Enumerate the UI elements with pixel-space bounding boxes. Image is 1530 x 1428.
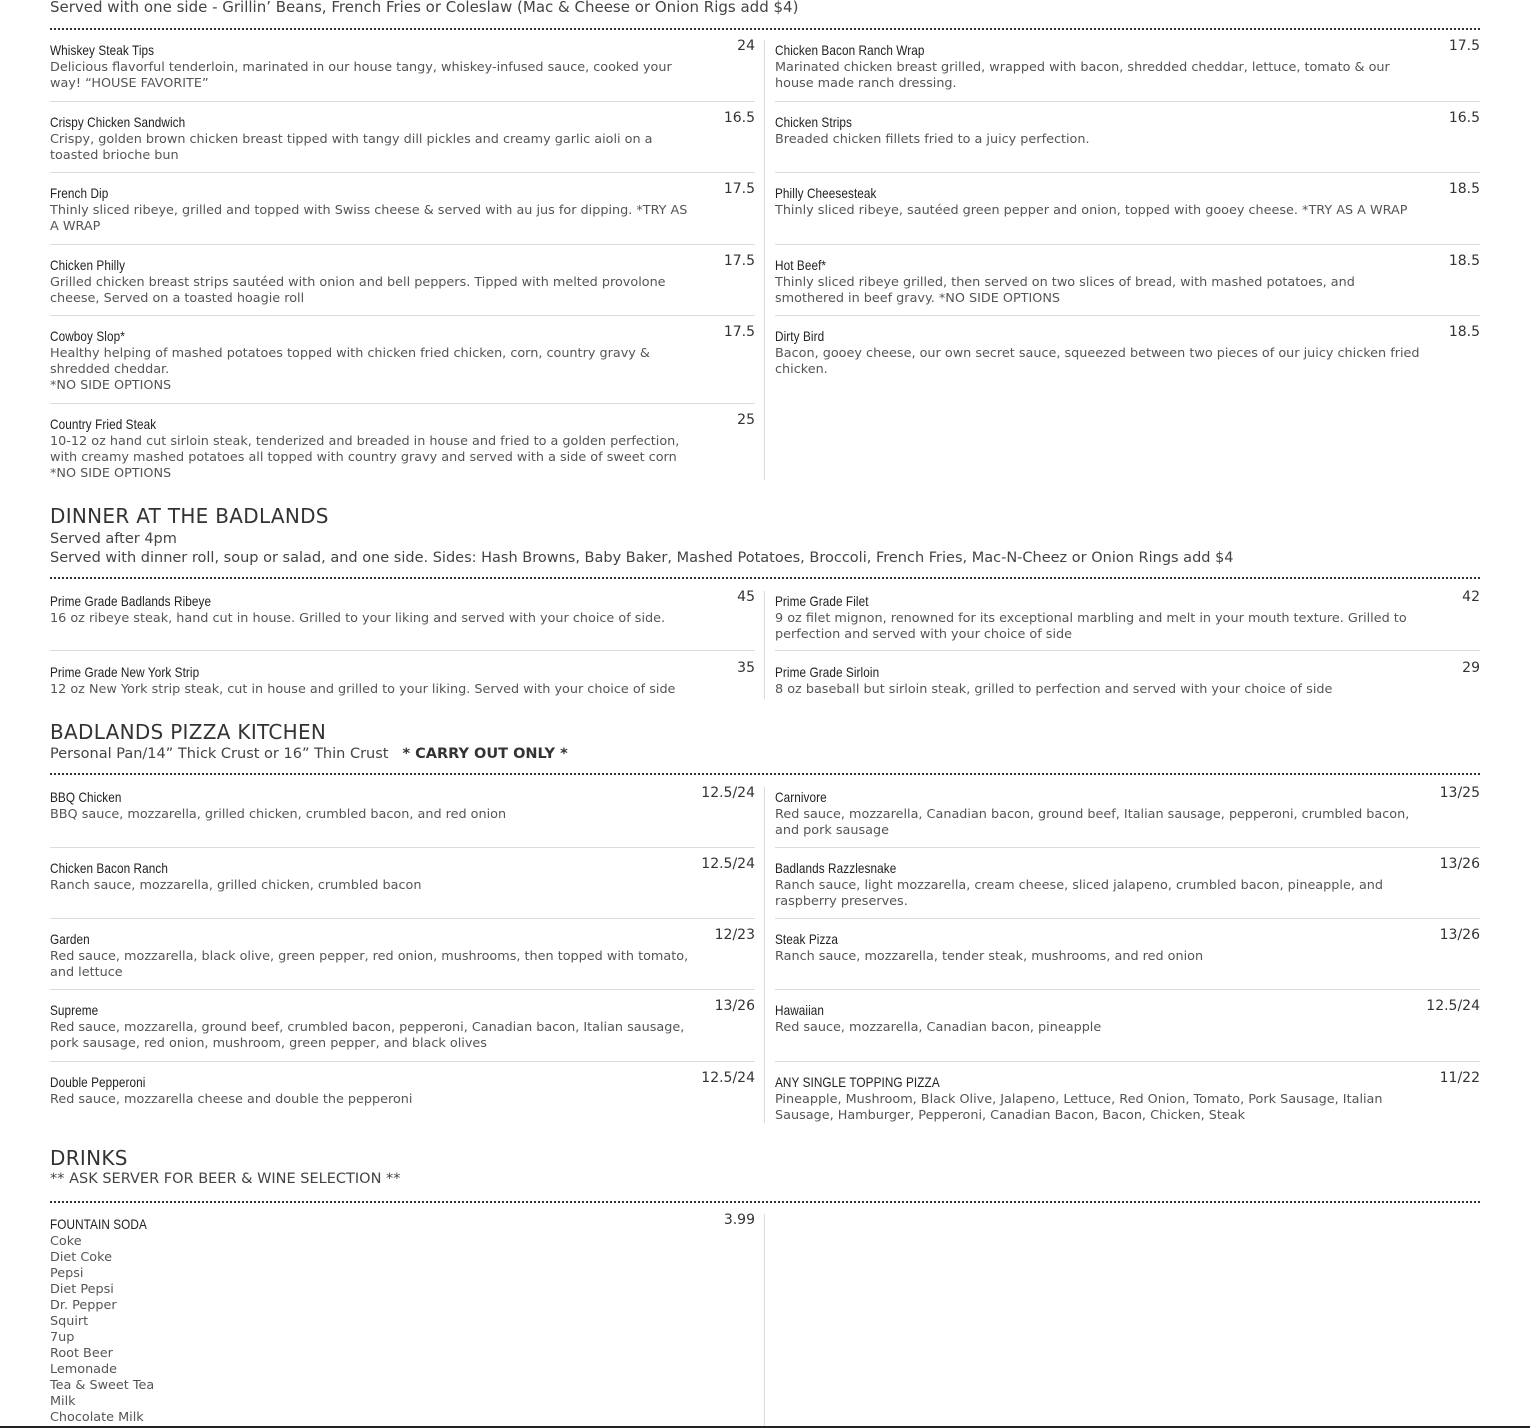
item-price: 18.5 — [1448, 324, 1480, 340]
item-description — [50, 132, 700, 164]
item-price: 16.5 — [723, 110, 755, 126]
item-name: Prime Grade New York Strip — [50, 664, 200, 680]
item-name: Prime Grade Badlands Ribeye — [50, 593, 212, 609]
description-line: Coke — [50, 1234, 82, 1249]
item-description — [775, 807, 1425, 839]
column-divider — [764, 40, 765, 480]
description-line: 7up — [50, 1330, 75, 1345]
item-price: 18.5 — [1448, 181, 1480, 197]
description-line: Grilled chicken breast strips sautéed with onion and bell peppers. Tipped with melted provolone cheese, Served on a toasted hoagie roll — [50, 275, 666, 306]
item-name: Double Pepperoni — [50, 1074, 146, 1090]
item-name: Steak Pizza — [775, 931, 839, 947]
section-subtitle: Served after 4pm — [50, 531, 177, 547]
item-description — [50, 60, 700, 92]
menu-item — [50, 414, 755, 482]
item-description — [775, 1020, 1425, 1036]
item-description — [50, 807, 700, 823]
item-name: Crispy Chicken Sandwich — [50, 114, 186, 130]
item-price: 25 — [737, 412, 755, 428]
item-description — [50, 878, 700, 894]
item-price: 17.5 — [723, 324, 755, 340]
item-separator — [775, 918, 1480, 919]
item-name: Hot Beef* — [775, 257, 827, 273]
menu-item — [50, 255, 755, 307]
item-name: Prime Grade Sirloin — [775, 664, 880, 680]
lunch-items — [50, 40, 1480, 480]
item-description — [50, 949, 700, 981]
item-separator — [50, 172, 755, 173]
description-line: 10-12 oz hand cut sirloin steak, tenderized and breaded in house and fried to a golden perfection, with creamy mashed potatoes all topped with country gravy and served with a side of sweet corn — [50, 434, 680, 465]
drinks-items — [50, 1214, 1480, 1428]
item-price: 12.5/24 — [701, 856, 755, 872]
menu-item — [50, 1072, 755, 1108]
description-line: 12 oz New York strip steak, cut in house and grilled to your liking. Served with your choice of side — [50, 682, 676, 697]
item-price: 13/26 — [1439, 856, 1480, 872]
description-line: Ranch sauce, mozzarella, grilled chicken, crumbled bacon — [50, 878, 422, 893]
item-description — [775, 1092, 1425, 1124]
menu-item — [50, 1000, 755, 1052]
item-description — [50, 1020, 700, 1052]
menu-item — [775, 858, 1480, 910]
section-divider — [50, 773, 1480, 775]
description-line: *NO SIDE OPTIONS — [50, 466, 172, 481]
item-name: Prime Grade Filet — [775, 593, 869, 609]
menu-item — [50, 787, 755, 823]
description-line: Root Beer — [50, 1346, 113, 1361]
menu-item — [50, 326, 755, 394]
item-separator — [50, 989, 755, 990]
item-description — [50, 434, 700, 482]
menu-item — [50, 183, 755, 235]
item-name: Cowboy Slop* — [50, 328, 125, 344]
item-price: 29 — [1462, 660, 1480, 676]
column-divider — [764, 591, 765, 699]
item-separator — [775, 847, 1480, 848]
description-line: Pepsi — [50, 1266, 84, 1281]
description-line: Delicious flavorful tenderloin, marinated in our house tangy, whiskey-infused sauce, cooked your way! “HOUSE FAVORITE” — [50, 60, 672, 91]
description-line: Bacon, gooey cheese, our own secret sauce, squeezed between two pieces of our juicy chicken fried chicken. — [775, 346, 1420, 377]
menu-item — [775, 183, 1480, 219]
description-line: Healthy helping of mashed potatoes topped with chicken fried chicken, corn, country gravy & shredded cheddar. — [50, 346, 650, 377]
menu-item — [50, 40, 755, 92]
item-price: 12.5/24 — [1426, 998, 1480, 1014]
menu-item — [775, 662, 1480, 698]
item-description — [775, 60, 1425, 92]
item-name: Carnivore — [775, 789, 827, 805]
item-name: Badlands Razzlesnake — [775, 860, 897, 876]
item-separator — [775, 989, 1480, 990]
lunch-sides-note: Served with one side - Grillin’ Beans, French Fries or Coleslaw (Mac & Cheese or Onion Rigs add $4) — [50, 0, 799, 16]
description-line: 9 oz filet mignon, renowned for its exceptional marbling and melt in your mouth texture. Grilled to perfection and served with your choice of side — [775, 611, 1407, 642]
description-line: BBQ sauce, mozzarella, grilled chicken, crumbled bacon, and red onion — [50, 807, 507, 822]
section-divider — [50, 577, 1480, 579]
crust-options: Personal Pan/14” Thick Crust or 16” Thin Crust — [50, 746, 389, 762]
description-line: Lemonade — [50, 1362, 118, 1377]
section-title: DINNER AT THE BADLANDS — [50, 504, 329, 528]
item-price: 16.5 — [1448, 110, 1480, 126]
menu-item — [50, 591, 755, 627]
item-description — [50, 1092, 700, 1108]
item-name: French Dip — [50, 185, 109, 201]
pizza-section — [50, 720, 1480, 764]
column-divider — [764, 1214, 765, 1428]
description-line: Red sauce, mozzarella, ground beef, crumbled bacon, pepperoni, Canadian bacon, Italian sausage, pork sausage, red onion, mushroom, green pepper, and black olives — [50, 1020, 685, 1051]
description-line: 16 oz ribeye steak, hand cut in house. Grilled to your liking and served with your choice of side. — [50, 611, 666, 626]
item-separator — [50, 1061, 755, 1062]
pizza-items — [50, 787, 1480, 1123]
item-description — [50, 346, 700, 394]
item-description — [775, 275, 1425, 307]
item-separator — [775, 1061, 1480, 1062]
column-divider — [764, 787, 765, 1123]
menu-item — [775, 255, 1480, 307]
item-name: FOUNTAIN SODA — [50, 1216, 147, 1232]
item-description — [775, 949, 1425, 965]
item-price: 45 — [737, 589, 755, 605]
menu-item — [775, 112, 1480, 148]
item-price: 24 — [737, 38, 755, 54]
menu-item — [50, 1214, 755, 1426]
item-price: 18.5 — [1448, 253, 1480, 269]
section-subtitle — [50, 745, 1480, 764]
section-title: BADLANDS PIZZA KITCHEN — [50, 720, 327, 744]
description-line: 8 oz baseball but sirloin steak, grilled to perfection and served with your choice of side — [775, 682, 1333, 697]
item-price: 17.5 — [723, 181, 755, 197]
section-note: Served with dinner roll, soup or salad, and one side. Sides: Hash Browns, Baby Baker, Mashed Potatoes, Broccoli, French Fries, Mac-N-Cheez or Onion Rings add $4 — [50, 550, 1234, 566]
item-separator — [775, 172, 1480, 173]
menu-item — [50, 858, 755, 894]
item-description — [775, 878, 1425, 910]
item-price: 12.5/24 — [701, 1070, 755, 1086]
menu-item — [775, 591, 1480, 643]
description-line: Red sauce, mozzarella, black olive, green pepper, red onion, mushrooms, then topped with tomato, and lettuce — [50, 949, 689, 980]
description-line: Thinly sliced ribeye, sautéed green pepper and onion, topped with gooey cheese. *TRY AS A WRAP — [775, 203, 1408, 218]
item-price: 12/23 — [714, 927, 755, 943]
item-name: Supreme — [50, 1002, 99, 1018]
description-line: Milk — [50, 1394, 76, 1409]
description-line: Thinly sliced ribeye grilled, then served on two slices of bread, with mashed potatoes, and smothered in beef gravy. *NO SIDE OPTIONS — [775, 275, 1355, 306]
item-separator — [50, 101, 755, 102]
item-name: Chicken Bacon Ranch Wrap — [775, 42, 925, 58]
item-price: 35 — [737, 660, 755, 676]
description-line: Red sauce, mozzarella, Canadian bacon, ground beef, Italian sausage, pepperoni, crumbled bacon, and pork sausage — [775, 807, 1410, 838]
item-separator — [50, 315, 755, 316]
menu-item — [775, 929, 1480, 965]
item-price: 11/22 — [1439, 1070, 1480, 1086]
item-price: 13/26 — [1439, 927, 1480, 943]
item-name: Garden — [50, 931, 90, 947]
section-title: DRINKS — [50, 1146, 128, 1170]
menu-item — [50, 929, 755, 981]
item-name: Philly Cheesesteak — [775, 185, 877, 201]
menu-item — [50, 662, 755, 698]
menu-item — [775, 787, 1480, 839]
description-line: Marinated chicken breast grilled, wrapped with bacon, shredded cheddar, lettuce, tomato & our house made ranch dressing. — [775, 60, 1390, 91]
description-line: Ranch sauce, mozzarella, tender steak, mushrooms, and red onion — [775, 949, 1204, 964]
carry-out-note: * CARRY OUT ONLY * — [402, 746, 568, 762]
menu-item — [50, 112, 755, 164]
item-separator — [50, 650, 755, 651]
item-description — [775, 132, 1425, 148]
item-name: Whiskey Steak Tips — [50, 42, 155, 58]
item-separator — [775, 650, 1480, 651]
item-description — [50, 275, 700, 307]
item-price: 13/26 — [714, 998, 755, 1014]
item-name: Chicken Philly — [50, 257, 126, 273]
item-name: Hawaiian — [775, 1002, 825, 1018]
item-price: 3.99 — [723, 1212, 755, 1228]
item-separator — [50, 403, 755, 404]
description-line: Crispy, golden brown chicken breast tipped with tangy dill pickles and creamy garlic aioli on a toasted brioche bun — [50, 132, 653, 163]
description-line: Squirt — [50, 1314, 89, 1329]
description-line: Tea & Sweet Tea — [50, 1378, 155, 1393]
menu-item — [775, 326, 1480, 378]
description-line: *NO SIDE OPTIONS — [50, 378, 172, 393]
menu-item — [775, 40, 1480, 92]
item-separator — [775, 244, 1480, 245]
item-separator — [50, 847, 755, 848]
item-separator — [775, 315, 1480, 316]
item-price: 13/25 — [1439, 785, 1480, 801]
section-divider — [50, 28, 1480, 30]
item-name: Country Fried Steak — [50, 416, 157, 432]
description-line: Red sauce, mozzarella cheese and double the pepperoni — [50, 1092, 413, 1107]
item-description — [50, 682, 700, 698]
item-separator — [50, 244, 755, 245]
description-line: Ranch sauce, light mozzarella, cream cheese, sliced jalapeno, crumbled bacon, pineapple, and raspberry preserves. — [775, 878, 1384, 909]
item-price: 17.5 — [723, 253, 755, 269]
item-description — [50, 203, 700, 235]
drinks-section — [50, 1146, 1480, 1189]
item-description — [50, 1234, 700, 1426]
menu-item — [775, 1000, 1480, 1036]
description-line: Dr. Pepper — [50, 1298, 117, 1313]
description-line: Breaded chicken fillets fried to a juicy perfection. — [775, 132, 1090, 147]
description-line: Thinly sliced ribeye, grilled and topped with Swiss cheese & served with au jus for dipping. *TRY AS A WRAP — [50, 203, 688, 234]
description-line: Diet Coke — [50, 1250, 112, 1265]
item-name: Chicken Strips — [775, 114, 852, 130]
item-description — [775, 611, 1425, 643]
dinner-section — [50, 504, 1480, 568]
item-description — [775, 203, 1425, 219]
item-price: 17.5 — [1448, 38, 1480, 54]
description-line: Red sauce, mozzarella, Canadian bacon, pineapple — [775, 1020, 1102, 1035]
description-line: Pineapple, Mushroom, Black Olive, Jalapeno, Lettuce, Red Onion, Tomato, Pork Sausage, Italian Sausage, Hamburger, Pepperoni, Canadian Bacon, Bacon, Chicken, Steak — [775, 1092, 1383, 1123]
menu-item — [775, 1072, 1480, 1124]
item-price: 42 — [1462, 589, 1480, 605]
item-name: ANY SINGLE TOPPING PIZZA — [775, 1074, 940, 1090]
item-separator — [775, 101, 1480, 102]
item-description — [50, 611, 700, 627]
item-description — [775, 682, 1425, 698]
description-line: Diet Pepsi — [50, 1282, 114, 1297]
item-description — [775, 346, 1425, 378]
dinner-items — [50, 591, 1480, 699]
item-name: BBQ Chicken — [50, 789, 122, 805]
section-subtitle: ** ASK SERVER FOR BEER & WINE SELECTION ** — [50, 1171, 401, 1187]
section-divider — [50, 1201, 1480, 1203]
item-separator — [50, 918, 755, 919]
item-name: Chicken Bacon Ranch — [50, 860, 168, 876]
item-price: 12.5/24 — [701, 785, 755, 801]
description-line: Chocolate Milk — [50, 1410, 144, 1425]
item-name: Dirty Bird — [775, 328, 825, 344]
